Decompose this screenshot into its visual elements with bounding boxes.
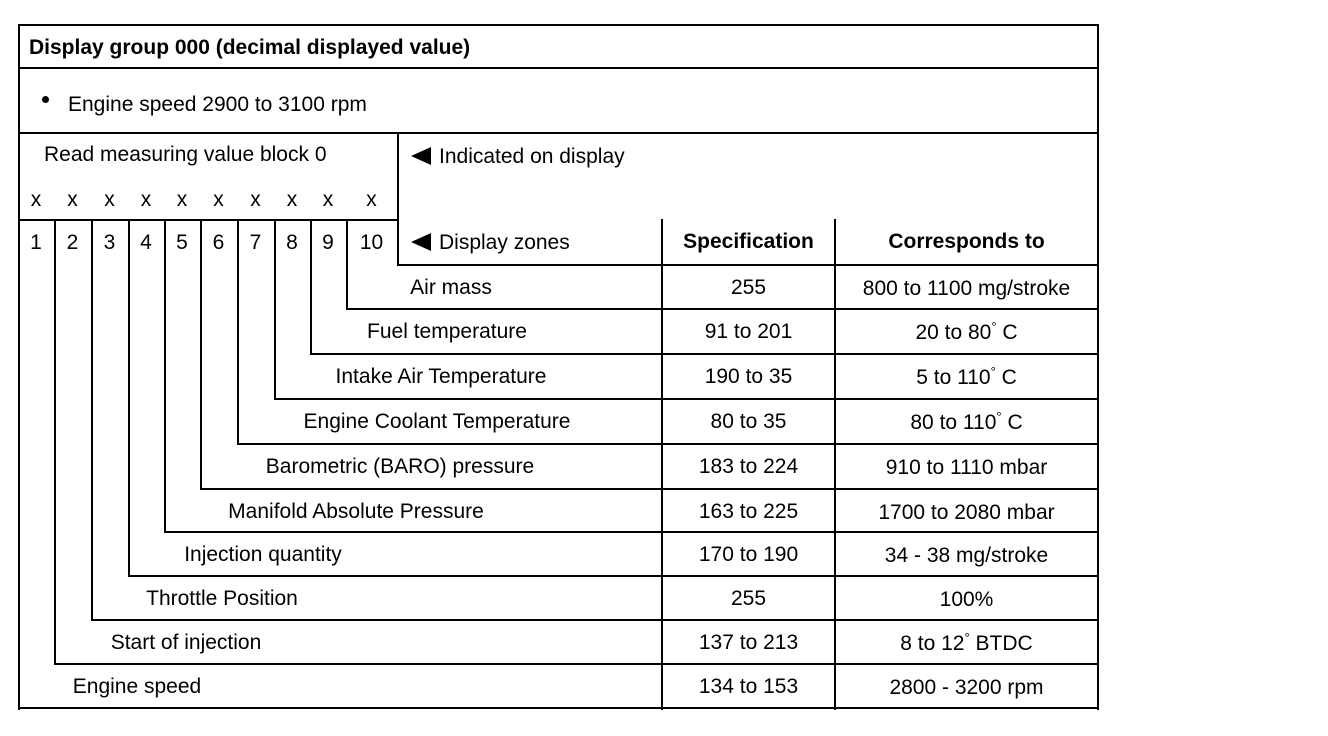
row-name: Fuel temperature [367,320,527,343]
display-group-title: Display group 000 (decimal displayed value) [29,36,471,59]
value-placeholder-x: x [366,188,377,211]
table-bottom-border [18,707,1099,709]
zone-connector-horizontal [54,663,1099,665]
value-placeholder-x: x [322,188,334,211]
zone-number: 9 [322,231,334,254]
zone-number: 8 [286,231,298,254]
zone-connector-vertical [164,219,166,533]
table-top-border [18,24,1099,26]
row-name: Air mass [410,276,492,299]
row-specification: 255 [730,587,767,610]
row-corresponds-to: 910 to 1110 mbar [885,456,1048,479]
engine-speed-condition: Engine speed 2900 to 3100 rpm [68,93,367,116]
row-specification: 163 to 225 [698,500,799,523]
row-name: Throttle Position [146,587,298,610]
block-divider [397,132,399,266]
corr-unit: C [1001,366,1017,389]
zone-number: 10 [359,231,384,254]
corr-value: 8 to 12 [900,632,965,655]
row-name: Engine speed [72,675,202,698]
row-specification: 134 to 153 [698,675,799,698]
zone-connector-vertical [128,219,130,577]
row-corresponds-to: 34 - 38 mg/stroke [884,544,1049,567]
zone-number: 4 [140,231,152,254]
row-corresponds-to: 1700 to 2080 mbar [878,501,1055,524]
zone-number: 2 [66,231,79,254]
row-corresponds-to: 800 to 1100 mg/stroke [862,277,1071,300]
degree-symbol: ° [996,409,1002,424]
zone-connector-vertical [237,219,239,445]
corr-value: 5 to 110 [916,366,991,389]
title-divider [18,67,1099,69]
row-corresponds-to [836,411,1097,437]
row-specification: 255 [730,276,767,299]
value-placeholder-x: x [286,188,298,211]
row-specification: 137 to 213 [698,631,799,654]
corresponds-to-header: Corresponds to [888,230,1045,253]
row-corresponds-to [836,321,1097,347]
value-placeholder-x: x [213,188,224,211]
zone-connector-horizontal [91,619,1099,621]
row-name: Intake Air Temperature [335,365,547,388]
degree-symbol: ° [991,319,997,334]
zone-connector-horizontal [128,575,1099,577]
value-placeholder-x: x [140,188,152,211]
row-name: Manifold Absolute Pressure [228,500,484,523]
zone-header-divider [18,219,398,221]
zone-connector-vertical [346,219,348,310]
row-specification: 190 to 35 [704,365,793,388]
row-name: Injection quantity [184,543,342,566]
condition-divider [18,132,1099,134]
indicated-text: Indicated on display [439,145,625,168]
value-placeholder-x: x [30,188,42,211]
zone-connector-horizontal [346,308,1099,310]
value-placeholder-x: x [176,188,188,211]
specification-header: Specification [683,230,814,253]
zone-connector-horizontal [237,443,1099,445]
display-zones-label [411,231,570,255]
row-name: Engine Coolant Temperature [303,410,571,433]
zone-number: 1 [30,231,42,254]
row-corresponds-to [836,366,1097,392]
zone-number: 3 [103,231,116,254]
degree-symbol: ° [990,364,996,379]
value-placeholder-x: x [104,188,115,211]
corr-value: 80 to 110 [910,411,997,434]
row-specification: 183 to 224 [698,455,799,478]
zone-number: 7 [249,231,262,254]
table-left-border [18,24,20,710]
read-block-label: Read measuring value block 0 [44,143,327,166]
row-corresponds-to [836,632,1097,658]
row-corresponds-to: 2800 - 3200 rpm [889,676,1044,699]
condition-bullet [42,96,49,114]
zone-connector-horizontal [200,488,1099,490]
corr-unit: C [1007,411,1023,434]
row-name: Start of injection [110,631,262,654]
corr-unit: C [1002,321,1018,344]
zone-connector-horizontal [310,353,1099,355]
row-specification: 80 to 35 [710,410,787,433]
data-header-divider [397,264,1099,266]
value-placeholder-x: x [250,188,261,211]
pointer-left-icon [411,233,431,251]
row-specification: 91 to 201 [704,320,793,343]
corr-value: 20 to 80 [915,321,992,344]
zone-connector-vertical [310,219,312,355]
row-name: Barometric (BARO) pressure [265,455,535,478]
indicated-on-display-label [411,145,625,169]
zone-connector-horizontal [274,398,1099,400]
pointer-left-icon [411,147,431,165]
zone-number: 6 [212,231,225,254]
zone-connector-vertical [54,219,56,665]
zone-connector-horizontal [164,531,1099,533]
zone-connector-vertical [91,219,93,621]
value-placeholder-x: x [67,188,78,211]
zone-connector-vertical [200,219,202,490]
table-right-border [1097,24,1099,710]
zone-number: 5 [176,231,188,254]
row-corresponds-to: 100% [939,588,994,611]
corr-unit: BTDC [975,632,1033,655]
degree-symbol: ° [964,630,970,645]
zone-connector-vertical [274,219,276,400]
display-zones-text: Display zones [439,231,570,254]
row-specification: 170 to 190 [698,543,799,566]
